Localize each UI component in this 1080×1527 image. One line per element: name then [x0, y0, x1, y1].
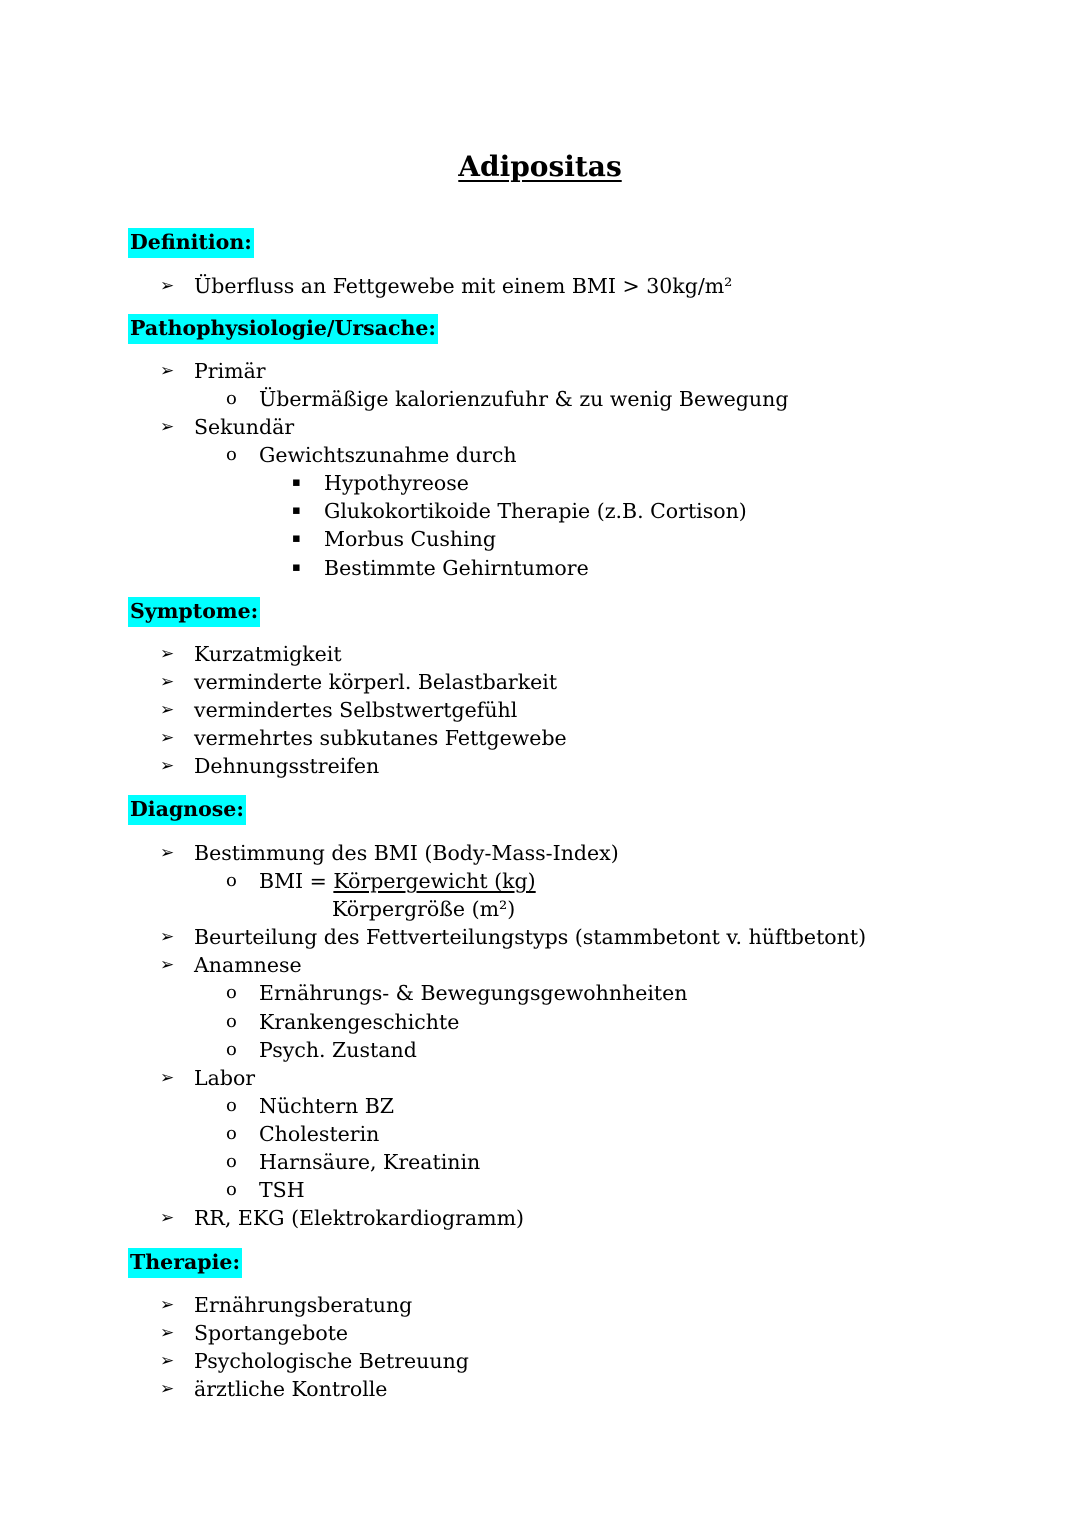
heading-definition: Definition:: [128, 228, 254, 258]
arrow-bullet-icon: ➢: [160, 1295, 175, 1315]
arrow-bullet-icon: ➢: [160, 1068, 175, 1088]
square-bullet-icon: ▪: [292, 503, 301, 518]
heading-pathophysiology: Pathophysiologie/Ursache:: [128, 314, 438, 344]
square-bullet-icon: ▪: [292, 475, 301, 490]
arrow-bullet-icon: ➢: [160, 672, 175, 692]
arrow-bullet-icon: ➢: [160, 700, 175, 720]
arrow-bullet-icon: ➢: [160, 843, 175, 863]
arrow-bullet-icon: ➢: [160, 417, 175, 437]
arrow-bullet-icon: ➢: [160, 927, 175, 947]
heading-therapy: Therapie:: [128, 1248, 242, 1278]
circle-bullet-icon: o: [226, 1179, 237, 1200]
circle-bullet-icon: o: [226, 1039, 237, 1060]
circle-bullet-icon: o: [226, 388, 237, 409]
square-bullet-icon: ▪: [292, 560, 301, 575]
circle-bullet-icon: o: [226, 444, 237, 465]
bmi-prefix: BMI =: [259, 869, 334, 893]
arrow-bullet-icon: ➢: [160, 1379, 175, 1399]
circle-bullet-icon: o: [226, 870, 237, 891]
arrow-bullet-icon: ➢: [160, 644, 175, 664]
arrow-bullet-icon: ➢: [160, 1351, 175, 1371]
page-title: Adipositas: [458, 150, 622, 183]
arrow-bullet-icon: ➢: [160, 756, 175, 776]
bmi-numerator: Körpergewicht (kg): [333, 869, 536, 893]
arrow-bullet-icon: ➢: [160, 728, 175, 748]
circle-bullet-icon: o: [226, 1151, 237, 1172]
square-bullet-icon: ▪: [292, 531, 301, 546]
heading-symptoms: Symptome:: [128, 597, 260, 627]
arrow-bullet-icon: ➢: [160, 276, 175, 296]
arrow-bullet-icon: ➢: [160, 955, 175, 975]
heading-diagnosis: Diagnose:: [128, 795, 246, 825]
circle-bullet-icon: o: [226, 1011, 237, 1032]
circle-bullet-icon: o: [226, 982, 237, 1003]
arrow-bullet-icon: ➢: [160, 1208, 175, 1228]
document-page: Adipositas Definition: ➢ Überfluss an Fettgewebe mit einem BMI > 30kg/m² Pathophysiologie/Ursache: ➢ Primär o Übermäßige kalorienzufuhr & zu wenig Bewegung ➢ Sekundär o Gewichtszunahme durch ▪ Hypothyreose ▪ Glukokortikoide Therapie (z.B. Cortison) ▪ Morbus Cushing ▪ Bestimmte Gehirntumore Symptome: ➢ Kurzatmigkeit ➢ verminderte körperl. Belastbarkeit ➢ vermindertes Selbstwertgefühl ➢ vermehrtes subkutanes Fettgewebe ➢ Dehnungsstreifen Diagnose: ➢ Bestimmung des BMI (Body-Mass-Index) o BMI = Körpergewicht (kg) Körpergröße (m²) ➢ Beurteilung des Fettverteilungstyps (stammbetont v. hüftbetont) ➢ Anamnese o Ernährungs- & Bewegungsgewohnheiten o Krankengeschichte o Psych. Zustand ➢ Labor o Nüchtern BZ o Cholesterin o Harnsäure, Kreatinin o TSH ➢ RR, EKG (Elektrokardiogramm) Therapie: ➢ Ernährungsberatung ➢ Sportangebote ➢ Psychologische Betreuung ➢ ärztliche Kontrolle: [0, 0, 1080, 1527]
arrow-bullet-icon: ➢: [160, 361, 175, 381]
circle-bullet-icon: o: [226, 1123, 237, 1144]
bmi-denominator: Körpergröße (m²): [332, 897, 516, 921]
arrow-bullet-icon: ➢: [160, 1323, 175, 1343]
circle-bullet-icon: o: [226, 1095, 237, 1116]
